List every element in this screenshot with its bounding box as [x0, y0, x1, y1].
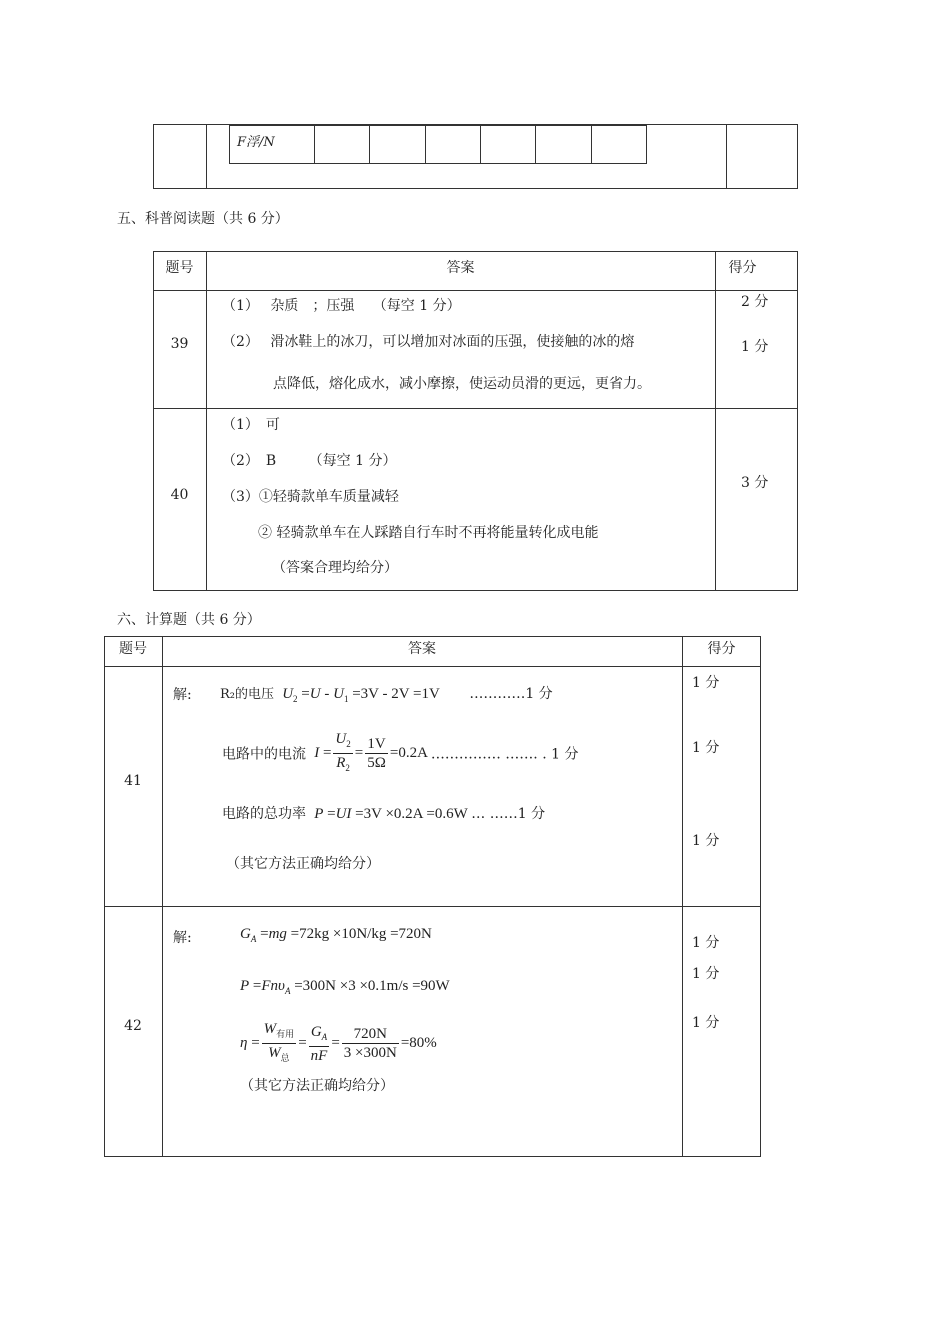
- q39-number: 39: [170, 336, 189, 352]
- q42-score3: 1 分: [692, 1015, 720, 1031]
- buoyancy-inner-table: [229, 125, 647, 164]
- q41-formula3-tail: … ……1 分: [471, 806, 546, 822]
- q40-line3: （3）①轻骑款单车质量减轻: [222, 489, 399, 505]
- buoyancy-label: F浮/N: [237, 135, 275, 150]
- header-score: 得分: [728, 260, 757, 276]
- q41-formula1-tail: …………1 分: [469, 686, 553, 702]
- q39-score2: 1 分: [741, 339, 769, 355]
- header-num: 题号: [119, 641, 147, 657]
- q41-formula3-label: 电路的总功率: [222, 806, 306, 822]
- voltage-equation: $U_2 =U - U_1 =3V - 2V =1V$: [282, 686, 444, 704]
- q42-power-equation: P =Fnυ$_A$ =300N ×3 ×0.1m/s =90W: [240, 978, 450, 996]
- q42-number: 42: [124, 1018, 142, 1034]
- q40-line1: （1） 可: [222, 417, 280, 433]
- section6-title: 六、计算题（共 6 分）: [117, 612, 261, 628]
- q39-score1: 2 分: [741, 294, 769, 310]
- section6-table: [104, 636, 761, 1157]
- header-score: 得分: [707, 641, 736, 657]
- q40-line5: （答案合理均给分）: [272, 560, 398, 576]
- power-equation: P =UI =3V ×0.2A =0.6W: [314, 806, 472, 822]
- q41-formula1: [220, 683, 553, 704]
- q41-formula1-label: R₂的电压: [220, 687, 274, 702]
- q40-line2: （2） B （每空 1 分）: [222, 453, 397, 469]
- q41-number: 41: [124, 773, 142, 789]
- q39-line2: （2） 滑冰鞋上的冰刀，可以增加对冰面的压强，使接触的冰的熔: [222, 334, 635, 350]
- q42-score1: 1 分: [692, 935, 720, 951]
- q41-formula2-label: 电路中的电流: [222, 746, 306, 763]
- efficiency-equation: η = $\frac{W_{有用}}{W_总}$ = $\frac{G_A}{nF}$ = $\frac{720N}{3 \times 300N}$ =80%: [240, 1021, 437, 1064]
- q41-note: （其它方法正确均给分）: [226, 856, 380, 872]
- section5-title: 五、科普阅读题（共 6 分）: [117, 211, 289, 227]
- header-num: 题号: [165, 260, 194, 276]
- q41-formula2-tail: …………… ……. . 1 分: [430, 746, 579, 763]
- q40-line4: ② 轻骑款单车在人踩踏自行车时不再将能量转化成电能: [258, 525, 599, 541]
- q39-line1: （1） 杂质 ；压强 （每空 1 分）: [222, 298, 461, 314]
- q41-formula2: [222, 730, 578, 777]
- q42-score2: 1 分: [692, 966, 720, 982]
- q40-score: 3 分: [741, 475, 769, 491]
- q40-number: 40: [170, 487, 189, 503]
- q41-score2: 1 分: [692, 740, 720, 756]
- q41-formula3: [222, 803, 545, 823]
- q39-line3: 点降低，熔化成水，减小摩擦，使运动员滑的更远，更省力。: [273, 376, 651, 392]
- current-equation: I = $\frac{U_2}{R_2}$ = $\frac{1V}{5\Omega}$ =0.2A: [314, 731, 431, 773]
- q42-jie: 解:: [173, 930, 192, 946]
- q41-score1: 1 分: [692, 675, 720, 691]
- weight-equation: $G_A =mg =72kg \times 10N/kg =720N$: [240, 926, 432, 944]
- q41-jie: 解:: [173, 687, 192, 703]
- q41-score3: 1 分: [692, 833, 720, 849]
- header-answer: 答案: [446, 260, 475, 276]
- header-answer: 答案: [408, 641, 436, 657]
- q42-note: （其它方法正确均给分）: [240, 1078, 394, 1094]
